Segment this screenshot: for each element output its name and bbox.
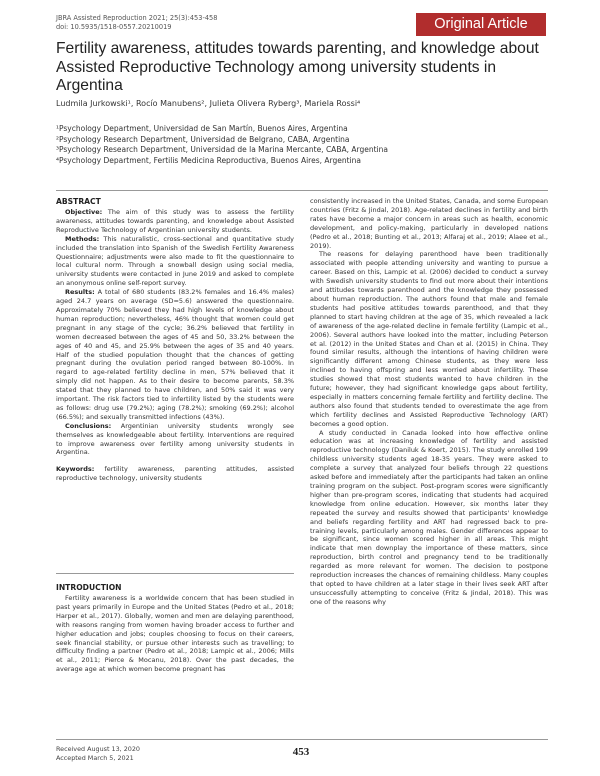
top-divider [56,190,548,191]
methods-text: This naturalistic, cross-sectional and quantitative study included the translation into Spanish of the Swedish Fertility Awareness Questionnaire; adjustments were also made to fit the questionnaire to local cultural norm. Through a snowball design using social media, university students were contacted in June 2019 and asked to complete an anonymous online self-report survey. [56,234,294,288]
affiliation: ⁴Psychology Department, Fertilis Medicina Reproductiva, Buenos Aires, Argentina [56,155,361,165]
introduction-section [56,583,294,674]
introduction-heading: INTRODUCTION [56,583,122,592]
author-list: Ludmila Jurkowski¹, Rocío Manubens², Julieta Olivera Ryberg³, Mariela Rossi⁴ [56,99,361,108]
abstract-objective [56,208,294,235]
abstract-methods [56,235,294,288]
abstract-conclusions [56,422,294,458]
article-title: Fertility awareness, attitudes towards parenting, and knowledge about Assisted Reproductive Technology among university students in Argentina [56,40,539,94]
body-paragraph: A study conducted in Canada looked into how effective online education was at increasing knowledge of fertility and assisted reproductive technology (Daniluk & Koert, 2015). The study enrolled 199 childless university students aged 18-35 years. They were asked to complete a survey that analyzed four beliefs through 22 questions asked before and immediately after the participants had taken an online training program on the subject. Post-program scores were significantly higher than pre-program scores, indicating that students had acquired knowledge from online education. However, six months later they repeated the survey and results showed that participants' knowledge and beliefs regarding fertility and ART had regressed back to pre-training levels, particularly among males. Gender differences appear to be significant, since women scored higher in all areas. This might indicate that men downplay the importance of these matters, since reproduction, birth control and pregnancy tend to be traditionally regarded as more relevant for women. The decision to postpone reproduction increases the chances of remaining childless. Many couples that opted to have children at a later stage in their lives seek ART after unsuccessfully attempting to conceive (Fritz & Jindal, 2018). This was one of the reasons why [310,428,548,606]
page-number: 453 [292,746,310,758]
journal-header [56,14,217,32]
body-paragraph: The reasons for delaying parenthood have been traditionally associated with people attending university and wanting to pursue a career. Based on this, Lampic et al. (2006) decided to conduct a survey with Swedish university students to find out more about their intentions and attitudes towards parenthood and the knowledge they possessed about human reproduction. The authors found that male and female students had positive attitudes towards parenthood, and that they planned to start having children at the age of 35, which revealed a lack of awareness of the age-related decline in female fertility (Lampic et al., 2006). Several authors have looked into the matter, including Peterson et al. (2012) in the United States and Chan et al. (2015) in China. They found similar results, although the intentions of having children were significantly different among Chinese students, as they were less inclined to having offspring and less worried about infertility. These studies showed that most students wanted to have children in the future; however, they had significant knowledge gaps about fertility, especially in matters concerning female fertility and fertility decline. The authors also found that students tended to overestimate the age from which fertility declines and Assisted Reproductive Technology (ART) becomes a good option. [310,250,548,428]
conclusions-label: Conclusions: [65,421,112,430]
keywords [56,465,294,483]
abstract-heading: ABSTRACT [56,197,101,206]
abstract-results [56,288,294,422]
journal-citation: JBRA Assisted Reproduction 2021; 25(3):453-458 [56,14,218,22]
keywords-label: Keywords: [56,465,95,474]
article-type-badge: Original Article [416,13,546,36]
dates [56,745,140,762]
keywords-text: fertility awareness, parenting attitudes, assisted reproductive technology, university students [56,465,294,483]
accepted-date: Accepted March 5, 2021 [56,753,134,762]
affiliation: ³Psychology Research Department, Universidad de la Marina Mercante, CABA, Argentina [56,145,388,155]
objective-text: The aim of this study was to assess the fertility awareness, attitudes towards parenting, and knowledge about Assisted Reproductive Technology of Argentinian university students. [56,208,294,234]
received-date: Received August 13, 2020 [56,745,140,753]
abstract-divider [56,573,294,574]
right-column [310,197,548,607]
left-column [56,197,294,483]
introduction-paragraph: Fertility awareness is a worldwide concern that has been studied in past years primarily in Europe and the United States (Pedro et al., 2018; Harper et al., 2017). Globally, women and men are delaying parenthood, with reasons ranging from women having broader access to further and higher education and jobs; couples choosing to focus on their careers, seek financial stability, or pursue other interests such as travelling; to difficulty finding a partner (Pedro et al., 2018; Lampic et al., 2006; Mills et al., 2011; Pierce & Mocanu, 2018). Over the past decades, the average age at which women become pregnant has [56,594,294,674]
doi: doi: 10.5935/1518-0557.20210019 [56,23,172,31]
conclusions-text: Argentinian university students wrongly see themselves as knowledgeable about fertility. Interventions are required to improve awareness over fertility among university students in Argentina. [56,421,294,457]
affiliation: ²Psychology Research Department, Universidad de Belgrano, CABA, Argentina [56,134,350,144]
methods-label: Methods: [65,234,100,243]
objective-label: Objective: [65,208,103,216]
results-label: Results: [65,288,95,297]
body-paragraph: consistently increased in the United States, Canada, and some European countries (Fritz & Jindal, 2018). Age-related declines in fertility and birth rates have become a major concern in areas such as health, economic development, and policy-making, particularly in developed nations (Pedro et al., 2018; Bunting et al., 2013; Alfaraj et al., 2019; Alaee et al., 2019). [310,197,548,250]
affiliation: ¹Psychology Department, Universidad de San Martín, Buenos Aires, Argentina [56,124,348,133]
affiliations [56,124,388,166]
footer-divider [56,739,548,740]
results-text: A total of 680 students (83.2% females and 16.4% males) aged 24.7 years on average (SD=5.6) answered the questionnaire. Approximately 70% believed they had high levels of knowledge about human reproduction; nevertheless, 46% thought that women could get pregnant in any stage of the cycle; 36.2% believed that fertility in women decreased between the ages of 45 and 50, 33.2% between the ages of 40 and 45, and 25.9% between the ages of 35 and 40 years. Half of the studied population thought that the chances of getting pregnant during the ovulation period ranged between 80-100%. In regard to age-related fertility decline in men, 57% believed that it simply did not happen. As to their desire to become parents, 58.3% stated that they planned to have children, and 50% said it was very important. The risk factors tied to infertility listed by the students were as follows: drug use (79.2%); aging (78.2%); smoking (69.2%); alcohol (66.5%); and sexually transmitted infections (43%). [56,288,294,421]
